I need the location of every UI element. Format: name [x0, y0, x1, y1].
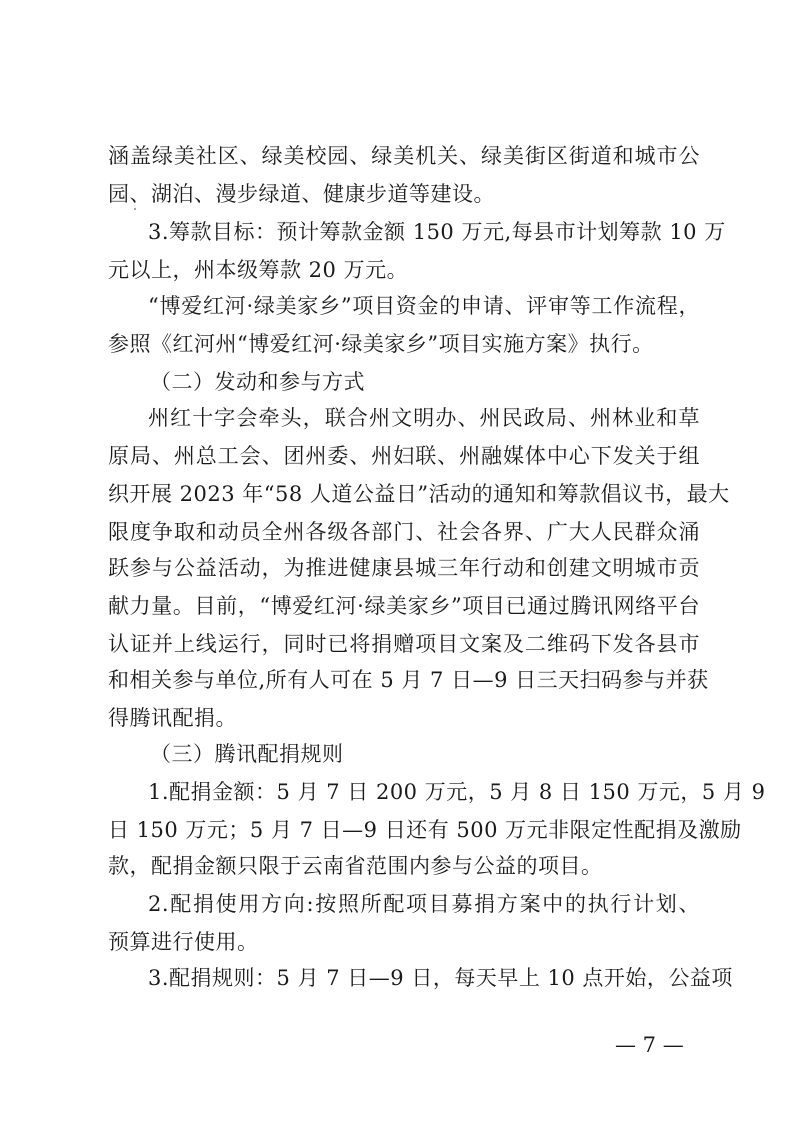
- section-heading: （二）发动和参与方式: [150, 370, 365, 394]
- text-line: 原局、州总工会、团州委、州妇联、州融媒体中心下发关于组: [108, 444, 700, 468]
- text-line: 认证并上线运行，同时已将捐赠项目文案及二维码下发各县市: [108, 632, 700, 656]
- text-line: 预算进行使用。: [108, 930, 259, 954]
- text-line: 州红十字会牵头，联合州文明办、州民政局、州林业和草: [148, 406, 700, 430]
- text-line: 园、湖泊、漫步绿道、健康步道等建设。: [108, 182, 495, 206]
- text-line: 2.配捐使用方向:按照所配项目募捐方案中的执行计划、: [148, 892, 700, 916]
- text-line: 涵盖绿美社区、绿美校园、绿美机关、绿美街区街道和城市公: [108, 144, 700, 168]
- page-number: — 7 —: [615, 1033, 684, 1057]
- text-line: 3.筹款目标：预计筹款金额 150 万元,每县市计划筹款 10 万: [148, 220, 726, 244]
- text-line: 1.配捐金额：5 月 7 日 200 万元，5 月 8 日 150 万元，5 月 9: [148, 780, 766, 804]
- text-line: 3.配捐规则：5 月 7 日—9 日，每天早上 10 点开始，公益项: [148, 966, 733, 990]
- text-line: 和相关参与单位,所有人可在 5 月 7 日—9 日三天扫码参与并获: [108, 668, 709, 692]
- text-line: 献力量。目前，“博爱红河·绿美家乡”项目已通过腾讯网络平台: [108, 594, 700, 618]
- text-line: 款，配捐金额只限于云南省范围内参与公益的项目。: [108, 854, 603, 878]
- text-line: 织开展 2023 年“58 人道公益日”活动的通知和筹款倡议书，最大: [108, 482, 730, 506]
- text-line: 日 150 万元；5 月 7 日—9 日还有 500 万元非限定性配捐及激励: [108, 818, 742, 842]
- scan-speck: [134, 208, 136, 210]
- text-line: 限度争取和动员全州各级各部门、社会各界、广大人民群众涌: [108, 520, 700, 544]
- text-line: 得腾讯配捐。: [108, 706, 237, 730]
- text-line: 跃参与公益活动，为推进健康县城三年行动和创建文明城市贡: [108, 556, 700, 580]
- text-line: 参照《红河州“博爱红河·绿美家乡”项目实施方案》执行。: [108, 332, 654, 356]
- text-line: “博爱红河·绿美家乡”项目资金的申请、评审等工作流程，: [148, 294, 700, 318]
- text-line: 元以上，州本级筹款 20 万元。: [108, 258, 409, 282]
- section-heading: （三）腾讯配捐规则: [150, 742, 344, 766]
